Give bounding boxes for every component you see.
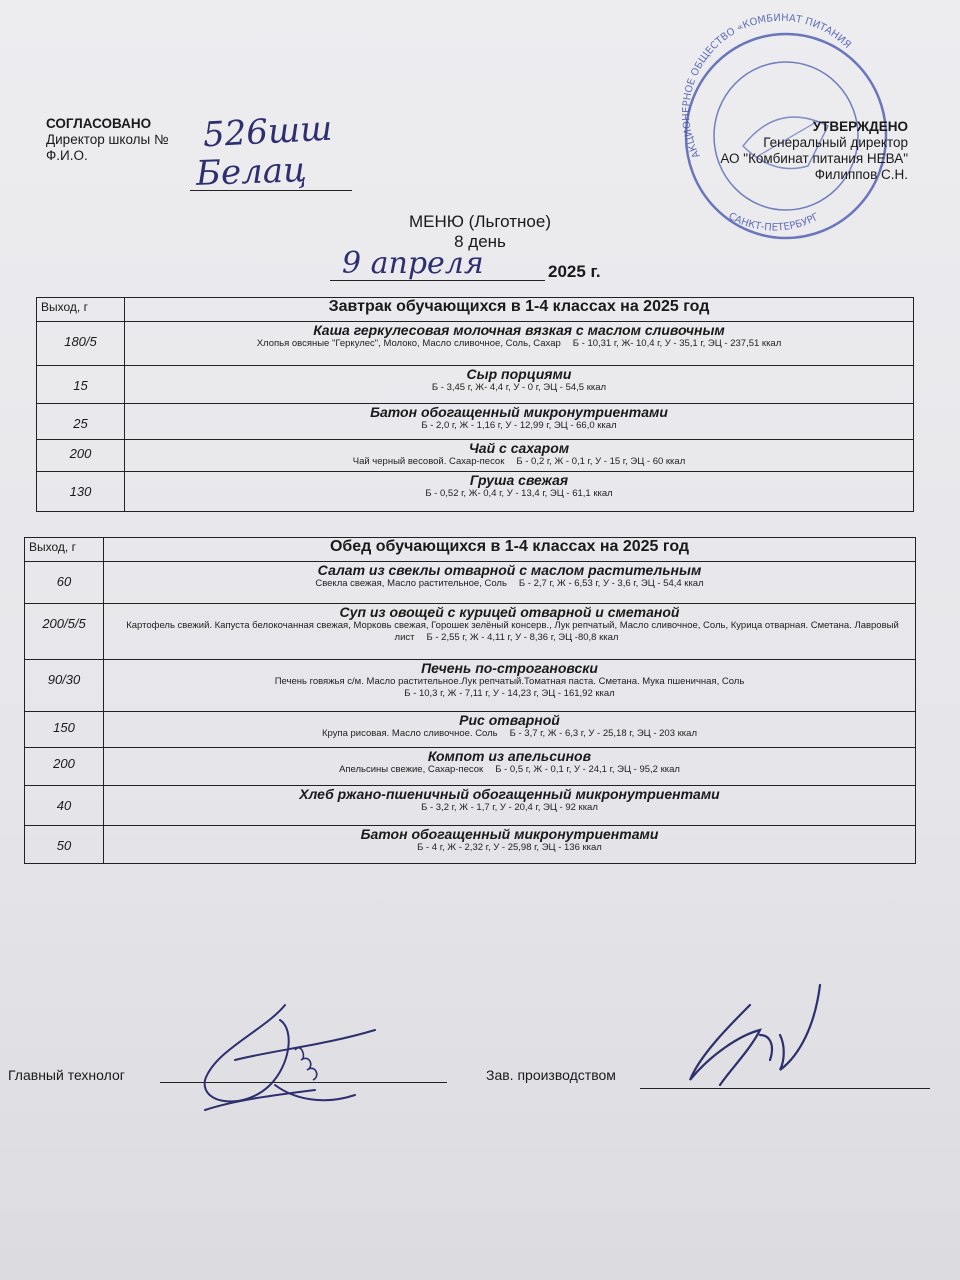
dish-nutrition: Б - 0,5 г, Ж - 0,1 г, У - 24,1 г, ЭЦ - 95,2 ккал (495, 764, 680, 775)
stamp-text-top: АКЦИОНЕРНОЕ ОБЩЕСТВО «КОМБИНАТ ПИТАНИЯ (681, 12, 853, 160)
chief-technologist-label: Главный технолог (8, 1067, 125, 1083)
dish-nutrition: Б - 2,7 г, Ж - 6,53 г, У - 3,6 г, ЭЦ - 54,4 ккал (518, 578, 704, 589)
table-row (25, 562, 916, 604)
menu-day: 8 день (454, 232, 506, 251)
dish-name: Батон обогащенный микронутриентами (360, 826, 659, 842)
portion-cell: 180/5 (37, 322, 125, 366)
portion-cell: 15 (37, 366, 125, 404)
school-number-handwritten: 526шш (202, 108, 334, 156)
dish-cell (104, 786, 916, 826)
dish-cell (125, 404, 914, 440)
dish-details (104, 620, 915, 644)
table-row (25, 826, 916, 864)
lunch-header-row (25, 538, 916, 562)
dish-ingredients: Апельсины свежие, Сахар-песок (339, 764, 484, 775)
dish-cell (104, 712, 916, 748)
portion-cell: 150 (25, 712, 104, 748)
dish-ingredients: Печень говяжья с/м. Масло растительное.Лук репчатый.Томатная паста. Сметана. Мука пшеничная, Соль (274, 676, 745, 687)
table-row (25, 712, 916, 748)
dish-nutrition: Б - 3,7 г, Ж - 6,3 г, У - 25,18 г, ЭЦ - 203 ккал (509, 728, 697, 739)
table-row (37, 366, 914, 404)
dish-name: Чай с сахаром (468, 440, 570, 456)
dish-details (104, 578, 915, 590)
stamp-text-bottom: САНКТ-ПЕТЕРБУРГ (726, 210, 821, 234)
dish-details (104, 728, 915, 740)
portion-cell: 90/30 (25, 660, 104, 712)
dish-cell (104, 748, 916, 786)
portion-cell: 200/5/5 (25, 604, 104, 660)
portion-cell: 130 (37, 472, 125, 512)
dish-name: Компот из апельсинов (427, 748, 592, 764)
dish-name: Сыр порциями (466, 366, 572, 382)
portion-cell: 60 (25, 562, 104, 604)
dish-cell (125, 440, 914, 472)
table-row (25, 748, 916, 786)
dish-nutrition: Б - 10,3 г, Ж - 7,11 г, У - 14,23 г, ЭЦ - 161,92 ккал (404, 688, 615, 699)
dish-ingredients: Чай черный весовой. Сахар-песок (352, 456, 505, 467)
date-year: 2025 г. (548, 262, 601, 281)
dish-nutrition: Б - 2,55 г, Ж - 4,11 г, У - 8,36 г, ЭЦ -80,8 ккал (426, 632, 619, 643)
date-handwritten: 9 апреля (342, 246, 484, 281)
dish-name: Каша геркулесовая молочная вязкая с маслом сливочным (313, 322, 725, 338)
dish-ingredients: Крупа рисовая. Масло сливочное. Соль (322, 728, 498, 739)
breakfast-portion-header: Выход, г (37, 298, 125, 322)
dish-cell (125, 472, 914, 512)
dish-nutrition: Б - 10,31 г, Ж- 10,4 г, У - 35,1 г, ЭЦ - 237,51 ккал (572, 338, 782, 349)
dish-details (125, 456, 913, 468)
agreed-signature-line (190, 190, 352, 191)
dish-name: Суп из овощей с курицей отварной и сметаной (339, 604, 680, 620)
dish-details (125, 420, 913, 432)
dish-nutrition: Б - 2,0 г, Ж - 1,16 г, У - 12,99 г, ЭЦ - 66,0 ккал (421, 420, 617, 431)
dish-nutrition: Б - 3,2 г, Ж - 1,7 г, У - 20,4 г, ЭЦ - 92 ккал (421, 802, 598, 813)
table-row (37, 322, 914, 366)
dish-details (125, 382, 913, 394)
table-row (25, 786, 916, 826)
dish-cell (125, 366, 914, 404)
lunch-title: Обед обучающихся в 1-4 классах на 2025 год (104, 538, 916, 562)
table-row (25, 604, 916, 660)
dish-nutrition: Б - 0,2 г, Ж - 0,1 г, У - 15 г, ЭЦ - 60 ккал (516, 456, 686, 467)
dish-cell (125, 322, 914, 366)
dish-name: Салат из свеклы отварной с маслом растительным (317, 562, 702, 578)
portion-cell: 25 (37, 404, 125, 440)
dish-name: Хлеб ржано-пшеничный обогащенный микронутриентами (299, 786, 720, 802)
approved-company: АО "Комбинат питания НЕВА" (720, 151, 908, 166)
dish-cell (104, 604, 916, 660)
dish-ingredients: Свекла свежая, Масло растительное, Соль (315, 578, 507, 589)
portion-cell: 40 (25, 786, 104, 826)
agreed-block (46, 116, 168, 164)
portion-cell: 50 (25, 826, 104, 864)
approved-block (720, 119, 908, 183)
dish-details (104, 676, 915, 700)
agreed-school-label: Директор школы № (46, 132, 169, 147)
dish-details (125, 338, 913, 350)
approved-title: УТВЕРЖДЕНО (812, 119, 908, 134)
approved-position: Генеральный директор (763, 135, 908, 150)
director-name-handwritten: Белац (195, 150, 308, 194)
dish-details (104, 764, 915, 776)
dish-name: Рис отварной (459, 712, 560, 728)
breakfast-table (36, 297, 914, 512)
dish-cell (104, 660, 916, 712)
menu-title-main: МЕНЮ (Льготное) (408, 212, 551, 231)
dish-name: Батон обогащенный микронутриентами (370, 404, 668, 420)
dish-ingredients: Хлопья овсяные "Геркулес", Молоко, Масло сливочное, Соль, Сахар (256, 338, 561, 349)
table-row (37, 440, 914, 472)
dish-name: Печень по-строгановски (421, 660, 598, 676)
breakfast-title: Завтрак обучающихся в 1-4 классах на 2025 год (125, 298, 914, 322)
table-row (37, 404, 914, 440)
dish-nutrition: Б - 3,45 г, Ж- 4,4 г, У - 0 г, ЭЦ - 54,5 ккал (431, 382, 607, 393)
chief-technologist-signature (175, 990, 395, 1130)
lunch-table (24, 537, 916, 864)
dish-cell (104, 562, 916, 604)
dish-ingredients: Картофель свежий. Капуста белокочанная свежая, Морковь свежая, Горошек зелёный консерв., Лук репчатый, Масло сливочное, Соль, Курица отварная. Сметана. Лавровый лист (126, 620, 899, 643)
agreed-fio-label: Ф.И.О. (46, 148, 88, 163)
lunch-portion-header: Выход, г (25, 538, 104, 562)
table-row (37, 472, 914, 512)
production-head-label: Зав. производством (486, 1067, 616, 1083)
dish-name: Груша свежая (469, 472, 569, 488)
dish-cell (104, 826, 916, 864)
breakfast-header-row (37, 298, 914, 322)
dish-details (104, 802, 915, 814)
dish-nutrition: Б - 4 г, Ж - 2,32 г, У - 25,98 г, ЭЦ - 136 ккал (417, 842, 602, 853)
production-head-signature (670, 975, 840, 1105)
approved-name: Филиппов С.Н. (814, 167, 908, 182)
dish-details (125, 488, 913, 500)
dish-nutrition: Б - 0,52 г, Ж- 0,4 г, У - 13,4 г, ЭЦ - 61,1 ккал (425, 488, 613, 499)
portion-cell: 200 (25, 748, 104, 786)
portion-cell: 200 (37, 440, 125, 472)
agreed-title: СОГЛАСОВАНО (46, 116, 152, 131)
dish-details (104, 842, 915, 854)
table-row (25, 660, 916, 712)
